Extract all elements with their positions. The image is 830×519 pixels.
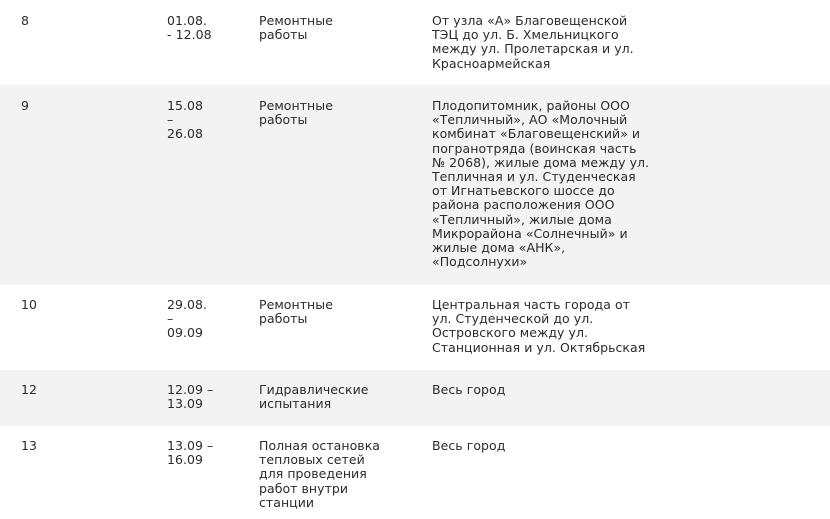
row-dates: 15.08 – 26.08	[167, 98, 204, 142]
table-row	[0, 85, 830, 285]
row-work-type: Ремонтные работы	[259, 297, 333, 327]
row-number: 10	[21, 297, 38, 312]
row-work-type: Гидравлические испытания	[259, 382, 369, 412]
row-work-type: Ремонтные работы	[259, 98, 333, 128]
row-dates: 29.08. – 09.09	[167, 297, 208, 341]
table-row	[0, 426, 830, 519]
row-number: 13	[21, 438, 38, 453]
row-area: Весь город	[432, 438, 506, 453]
row-work-type: Ремонтные работы	[259, 13, 333, 43]
row-area: Весь город	[432, 382, 506, 397]
row-work-type: Полная остановка тепловых сетей для проведения работ внутри станции	[259, 438, 381, 510]
row-dates: 01.08. - 12.08	[167, 13, 212, 43]
row-number: 8	[21, 13, 30, 28]
table-row	[0, 370, 830, 426]
row-number: 12	[21, 382, 38, 397]
row-area: Центральная часть города от ул. Студенческой до ул. Островского между ул. Станционная и ул. Октябрьская	[432, 297, 646, 355]
table-row	[0, 285, 830, 370]
row-area: Плодопитомник, районы ООО «Тепличный», АО «Молочный комбинат «Благовещенский» и погранотряда (воинская часть № 2068), жилые дома между ул. Тепличная и ул. Студенческая от Игнатьевского шоссе до района расположения ООО «Тепличный», жилые дома Микрорайона «Солнечный» и жилые дома «АНК», «Подсолнухи»	[432, 98, 650, 270]
row-number: 9	[21, 98, 30, 113]
table-row	[0, 0, 830, 85]
row-dates: 13.09 – 16.09	[167, 438, 214, 468]
row-dates: 12.09 – 13.09	[167, 382, 214, 412]
row-area: От узла «А» Благовещенской ТЭЦ до ул. Б. Хмельницкого между ул. Пролетарская и ул. Красноармейская	[432, 13, 634, 71]
